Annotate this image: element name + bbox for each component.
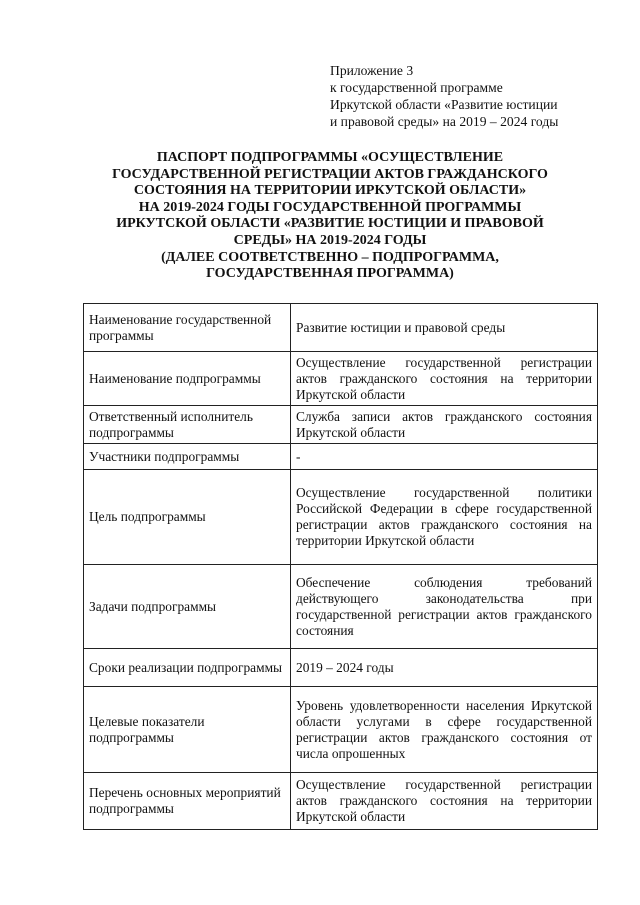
table-row (84, 565, 598, 649)
table-row (84, 406, 598, 444)
row-key: Перечень основных мероприятий подпрограммы (84, 773, 291, 830)
title-line: ПАСПОРТ ПОДПРОГРАММЫ «ОСУЩЕСТВЛЕНИЕ (156, 150, 504, 165)
row-key: Целевые показатели подпрограммы (84, 687, 291, 773)
table-row (84, 444, 598, 470)
row-key: Сроки реализации подпрограммы (84, 649, 291, 687)
table-row (84, 470, 598, 565)
table-row (84, 352, 598, 406)
row-value: Уровень удовлетворенности населения Иркутской области услугами в сфере государственной регистрации актов гражданского состояния от числа опрошенных (291, 687, 598, 773)
title-line: ГОСУДАРСТВЕННОЙ РЕГИСТРАЦИИ АКТОВ ГРАЖДАНСКОГО (112, 166, 548, 182)
row-value: - (291, 444, 598, 470)
table-row (84, 304, 598, 352)
title-line: СОСТОЯНИЯ НА ТЕРРИТОРИИ ИРКУТСКОЙ ОБЛАСТИ» (133, 183, 527, 199)
row-key: Участники подпрограммы (84, 444, 291, 470)
title-line: ИРКУТСКОЙ ОБЛАСТИ «РАЗВИТИЕ ЮСТИЦИИ И ПРАВОВОЙ (116, 216, 544, 232)
row-value: 2019 – 2024 годы (291, 649, 598, 687)
document-title (70, 150, 590, 283)
row-value: Осуществление государственной регистрации актов гражданского состояния на территории Иркутской области (291, 773, 598, 830)
table-row (84, 649, 598, 687)
row-value: Обеспечение соблюдения требований действующего законодательства при государственной регистрации актов гражданского состояния (291, 565, 598, 649)
appendix-note (330, 62, 558, 130)
row-value: Развитие юстиции и правовой среды (291, 304, 598, 352)
appendix-line: и правовой среды» на 2019 – 2024 годы (330, 114, 559, 129)
passport-table (83, 303, 598, 830)
row-key: Ответственный исполнитель подпрограммы (84, 406, 291, 444)
row-key: Задачи подпрограммы (84, 565, 291, 649)
title-line: (ДАЛЕЕ СООТВЕТСТВЕННО – ПОДПРОГРАММА, (161, 249, 499, 265)
row-value: Осуществление государственной политики Российской Федерации в сфере государственной регистрации актов гражданского состояния на территории Иркутской области (291, 470, 598, 565)
table-row (84, 687, 598, 773)
row-value: Служба записи актов гражданского состояния Иркутской области (291, 406, 598, 444)
appendix-line: Иркутской области «Развитие юстиции (330, 97, 558, 112)
row-key: Цель подпрограммы (84, 470, 291, 565)
row-key: Наименование подпрограммы (84, 352, 291, 406)
title-line: ГОСУДАРСТВЕННАЯ ПРОГРАММА) (206, 266, 454, 282)
table-row (84, 773, 598, 830)
row-value: Осуществление государственной регистрации актов гражданского состояния на территории Иркутской области (291, 352, 598, 406)
title-line: НА 2019-2024 ГОДЫ ГОСУДАРСТВЕННОЙ ПРОГРАММЫ (138, 199, 522, 215)
appendix-line: Приложение 3 (330, 63, 414, 78)
row-key: Наименование государственной программы (84, 304, 291, 352)
title-line: СРЕДЫ» НА 2019-2024 ГОДЫ (233, 232, 427, 248)
appendix-line: к государственной программе (330, 80, 503, 95)
